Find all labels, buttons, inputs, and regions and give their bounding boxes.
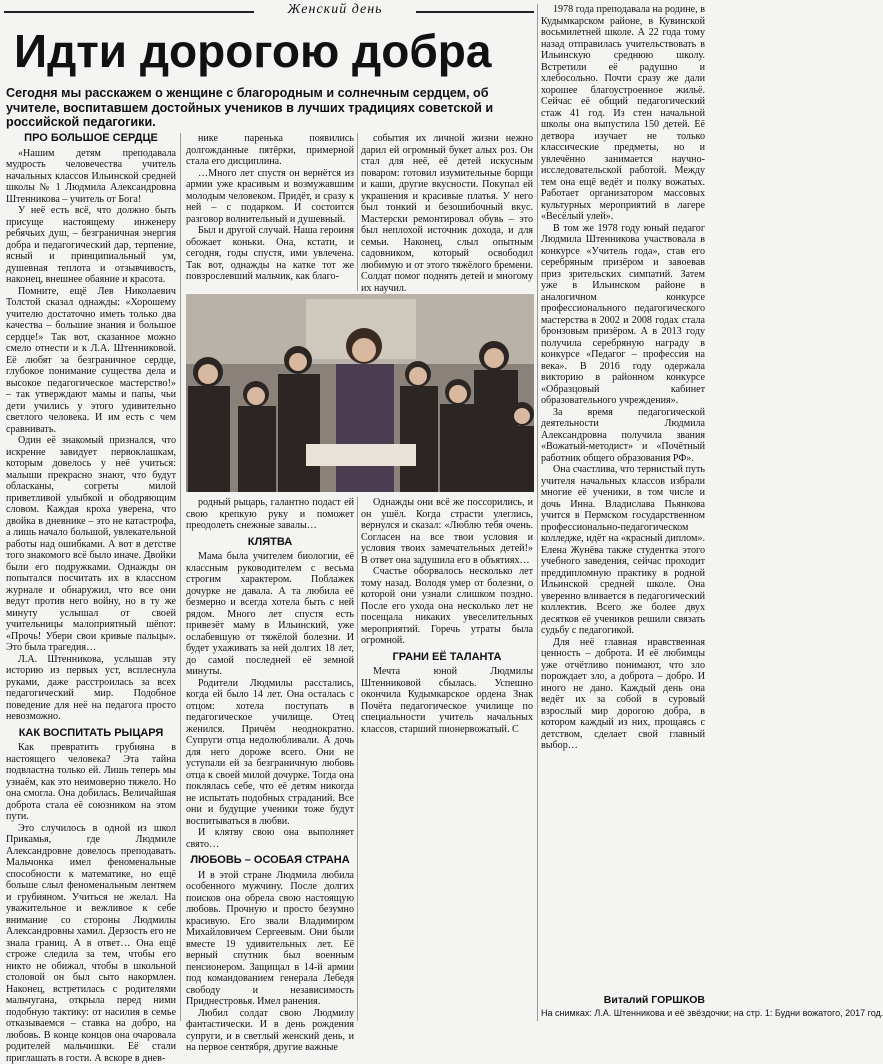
photo-illustration [186,294,534,492]
paragraph: В том же 1978 году юный педагог Людмила Штенникова участвовала в конкурсе «Учитель года», став его серебряным призёром и завоевав приз зрительских симпатий. Затем уже в Ильинском районе в аналогичном конкурсе профессионального педагогического мастерства в 2002 и 2008 годах стала бронзовым призёром. А в 2013 году получила серебряную награду в конкурсе «Педагог – профессия на века». В 2016 году одержала викторию в районном конкурсе «Образцовый кабинет образовательного учреждения». [541,223,705,407]
column-divider [357,133,358,291]
paragraph: Однажды они всё же поссорились, и он ушёл. Когда страсти улеглись, вернулся и сказал: «Люблю тебя очень. Согласен на все твои условия и условия твоих замечательных детей!» В ответ она задушила его в объятиях… [361,497,533,566]
column-divider [180,133,181,1021]
subheading-grani-talanta: ГРАНИ ЕЁ ТАЛАНТА [361,652,533,664]
paragraph: Для неё главная нравственная ценность – доброта. И её любимцы уже отчётливо понимают, что зло порождает зло, а доброта – добро. И иного не дано. Каждый день она ведёт их за собой в суровый взрослый мир дорогою добра, в котором каждый из них, прощаясь с детством, сделает свой главный выбор… [541,637,705,752]
paragraph: И в этой стране Людмила любила особенного мужчину. После долгих поисков она обрела свою настоящую любовь. Прочную и просто безумно красивую. Его звали Владимиром Михайловичем Сергеевым. Они были вместе 19 удивительных лет. Её верный спутник был военным пенсионером. Защищал в 14-й армии под командованием генерала Лебедя свободу и независимость Приднестровья. Имел ранения. [186,870,354,1008]
column-divider [357,497,358,1021]
paragraph: За время педагогической деятельности Людмила Александровна получила звания «Вожатый-методист» и «Почётный работник общего образования РФ». [541,407,705,465]
column-4 [541,4,705,994]
column-1 [6,133,176,1023]
paragraph: Это случилось в одной из школ Прикамья, где Людмиле Александровне довелось преподавать. Мальчонка имел феноменальные способности к математике, но ещё больше слыл феноменальным лентяем и грубияном. Учиться не желал. На уважительное и вежливое к себе внимание со стороны Людмилы Александровны хамил. Дерзость его не знала границ. А в ответ… Она ещё строже следила за тем, чтобы его никто не обижал, чтобы в школьной столовой он был сыто накормлен. Наконец, встретилась с родителями мальчугана, открыла перед ними подобную тактику: от насилия в семье отказываемся – ставка на добро, на любовь. В конце концов она очаровала родителей мальчишки. Её стали приглашать в гости. А вскоре в днев- [6,823,176,1064]
paragraph: «Нашим детям преподавала мудрость человечества учитель начальных классов Ильинской средней школы № 1 Людмила Александровна Штенникова – учитель от Бога! [6,148,176,206]
paragraph: Счастье оборвалось несколько лет тому назад. Володя умер от болезни, о которой они узнали слишком поздно. После его ухода она несколько лет не посещала никаких увеселительных мероприятий. Горечь утраты была огромной. [361,566,533,647]
paragraph: Мечта юной Людмилы Штенниковой сбылась. Успешно окончила Кудымкарское ордена Знак Почёта педагогическое училище по специальности учитель начальных классов, старший пионервожатый. С [361,666,533,735]
paragraph: Л.А. Штенникова, услышав эту историю из первых уст, всплеснула руками, даже расстроилась за всех педагогический мир. Подобное поведение для неё на педагога просто невозможно. [6,654,176,723]
paragraph: родный рыцарь, галантно подаст ей свою крепкую руку и поможет преодолеть снежные завалы… [186,497,354,532]
paragraph: события их личной жизни нежно дарил ей огромный букет алых роз. Он стал для неё, её детей искусным поваром: готовил изумительные борщи и каши, другие вкусности. Покупал ей украшения и красивые платья. У него был тонкий и безошибочный вкус. Мастерски ремонтировал обувь – это был неплохой источник дохода, и для семьи. Наконец, слыл опытным садовником, который освободил любимую и от этого тяжёлого бремени. Солдат помог поднять детей и многому их научил. [361,133,533,294]
section-tag: Женский день [255,2,415,18]
subheading-lyubov: ЛЮБОВЬ – ОСОБАЯ СТРАНА [186,855,354,867]
photo-caption: На снимках: Л.А. Штенникова и её звёздочки; на стр. 1: Будни вожатого, 2017 год. [541,1008,709,1019]
article-lead: Сегодня мы расскажем о женщине с благородным и солнечным сердцем, об учителе, воспитавшем достойных учеников в лучших традициях советской и российской педагогики. [6,86,534,130]
header-rule-right [416,11,534,13]
paragraph: И клятву свою она выполняет свято… [186,827,354,850]
header-rule-left [4,11,254,13]
author-signature: Виталий ГОРШКОВ [541,994,705,1006]
paragraph: Любил солдат свою Людмилу фантастически. И в день рождения супруги, и в светлый женский день, и на первое сентября, другие важные [186,1008,354,1054]
paragraph: …Много лет спустя он вернётся из армии уже красивым и возмужавшим молодым человеком. Придёт, и сразу к ней – с подарком. И состоится разговор волнительный и душевный. [186,168,354,226]
subheading-kak-vospitat: КАК ВОСПИТАТЬ РЫЦАРЯ [6,728,176,740]
column-3-bottom [361,497,533,1023]
column-2-bottom [186,497,354,1023]
paragraph: Один её знакомый признался, что искренне завидует первоклашкам, которым довелось у неё учиться: малыши прекрасно знают, что будут обласканы, согреты милой приветливой улыбкой и ободряющим словом. Каждая кроха уверена, что двойка в дневнике – это не катастрофа, а лишь начало большой, увлекательной работы над ошибками. А вот в детстве того знакомого всё было иначе. Двойки были его подружками. Однажды он попытался посчитать их в классном журнале и обнаружил, что все они ведут против него войну, но в ту же минуту услышал от своей учительницы малоприятный шёпот: «Прочь! Убери свои кривые пальцы». Это была трагедия… [6,435,176,654]
paragraph: Как превратить грубияна в настоящего человека? Эта тайна подвластна только ей. Лишь теперь мы узнаём, как это неимоверно тяжело. Но она смогла. Она добилась. Величайшая доброта стала её союзником на этом пути. [6,742,176,823]
article-title: Идти дорогою добра [14,28,491,74]
paragraph: Родители Людмилы расстались, когда ей было 14 лет. Она осталась с отцом: хотела поступать в педагогическое училище. Отец женился. Причём неоднократно. Супруги отца недолюбливали. А дочь для него дороже всего. Они не уступали ей за безграничную любовь отца к своей милой дочурке. Тогда она поклялась себе, что её детям никогда не испытать подобных страданий. Все они и будущие ученики тоже будут воспитываться в любви. [186,678,354,828]
paragraph: Мама была учителем биологии, её классным руководителем с весьма строгим характером. Поблажек дочурке не давала. А та любила её безмерно и всегда хотела быть с ней рядом. Много лет спустя есть привезёт маму в Ильинский, уже ослабевшую от тяжёлой болезни. И будет ухаживать за ней долгих 18 лет, до самой последней её земной минуты. [186,551,354,678]
column-3-top [361,133,533,291]
article-photo [186,294,534,492]
paragraph: Она счастлива, что тернистый путь учителя начальных классов избрали многие её ученики, в том числе и дочь Инна. Владислава Пьянкова учится в Пермском государственном профессионально-педагогическом колледже, идёт на «красный диплом». Елена Жунёва также студентка этого учебного заведения, сейчас проходит преддипломную практику в родной Ильинской средней школе. Она уверенно вливается в педагогический коллектив. Всего же более двух десятков её учеников решили связать судьбу с педагогикой. [541,464,705,637]
paragraph: Помните, ещё Лев Николаевич Толстой сказал однажды: «Хорошему учителю достаточно иметь только два качества – большие знания и большое сердце!» Так вот, сказанное можно смело отнести и к Л.А. Штенниковой. Её любят за безграничное сердце, глубокое понимание существа дела и высокое педагогическое мастерство!» – так утверждают мамы и папы, чьи дети учились у этого удивительно светлого человека. И им есть с чем сравнивать. [6,286,176,436]
paragraph: 1978 года преподавала на родине, в Кудымкарском районе, в Кувинской восьмилетней школе. А 22 года тому назад отправилась учительствовать в Ильинскую среднюю школу. Встретили её радушно и хлебосольно. Почти сразу же дали хорошее благоустроенное жильё. Сейчас её общий педагогический стаж 41 год. Из стен начальной школы она выпустила 150 детей. Её детвора изучает не только классические предметы, но и увлечённо занимается научно-исследовательской работой. Между тем она ещё ведёт и полку вожатых. Работает организатором массовых культурных мероприятий в лагере «Весёлый улей». [541,4,705,223]
paragraph: Был и другой случай. Наша героиня обожает коньки. Она, кстати, и сегодня, годы спустя, ими увлечена. Так вот, однажды на катке тот же повзрослевший мальчик, как благо- [186,225,354,283]
column-divider [537,4,538,1021]
subheading-pro-bolshoe-serdce: ПРО БОЛЬШОЕ СЕРДЦЕ [6,133,176,145]
column-2-top [186,133,354,291]
subheading-klyatva: КЛЯТВА [186,537,354,549]
paragraph: У неё есть всё, что должно быть присуще настоящему инженеру ребячьих душ, – безграничная энергия добра и педагогический дар, терпение, ясный и принципиальный ум, душевная теплота и отзывчивость, наконец, внешнее обаяние и красота. [6,205,176,286]
paragraph: нике паренька появились долгожданные пятёрки, примерной стала его дисциплина. [186,133,354,168]
